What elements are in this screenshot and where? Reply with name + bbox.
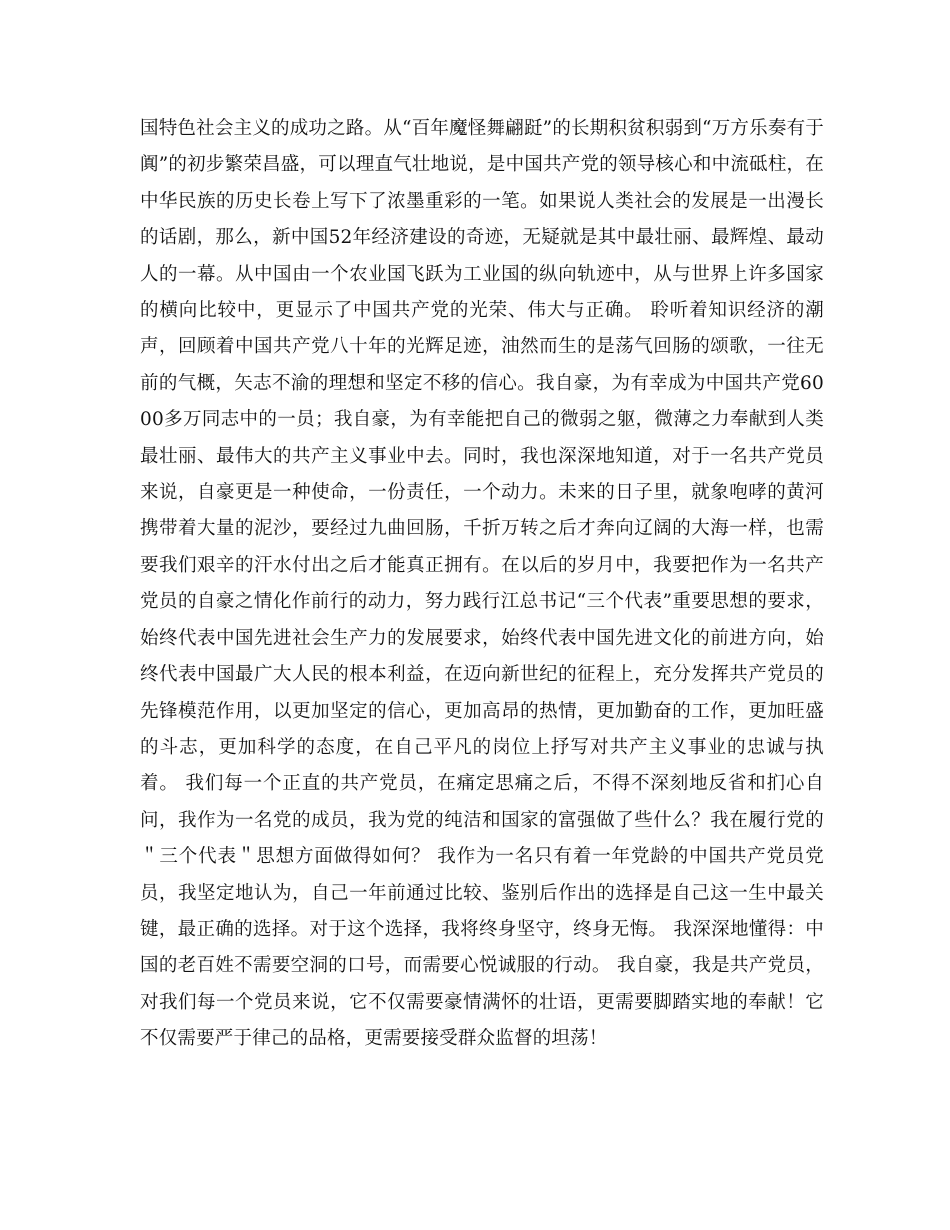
body-paragraph: 国特色社会主义的成功之路。从“百年魔怪舞翩跹”的长期积贫积弱到“万方乐奏有于阗”的初步繁荣昌盛，可以理直气壮地说，是中国共产党的领导核心和中流砥柱，在中华民族的历史长卷上写下了浓墨重彩的一笔。如果说人类社会的发展是一出漫长的话剧，那么，新中国52年经济建设的奇迹，无疑就是其中最壮丽、最辉煌、最动人的一幕。从中国由一个农业国飞跃为工业国的纵向轨迹中，从与世界上许多国家的横向比较中，更显示了中国共产党的光荣、伟大与正确。 聆听着知识经济的潮声，回顾着中国共产党八十年的光辉足迹，油然而生的是荡气回肠的颂歌，一往无前的气概，矢志不渝的理想和坚定不移的信心。我自豪，为有幸成为中国共产党6000多万同志中的一员；我自豪，为有幸能把自己的微弱之躯，微薄之力奉献到人类最壮丽、最伟大的共产主义事业中去。同时，我也深深地知道，对于一名共产党员来说，自豪更是一种使命，一份责任，一个动力。未来的日子里，就象咆哮的黄河携带着大量的泥沙，要经过九曲回肠，千折万转之后才奔向辽阔的大海一样，也需要我们艰辛的汗水付出之后才能真正拥有。在以后的岁月中，我要把作为一名共产党员的自豪之情化作前行的动力，努力践行江总书记“三个代表”重要思想的要求，始终代表中国先进社会生产力的发展要求，始终代表中国先进文化的前进方向，始终代表中国最广大人民的根本利益，在迈向新世纪的征程上，充分发挥共产党员的先锋模范作用，以更加坚定的信心，更加高昂的热情，更加勤奋的工作，更加旺盛的斗志，更加科学的态度，在自己平凡的岗位上抒写对共产主义事业的忠诚与执着。 我们每一个正直的共产党员，在痛定思痛之后，不得不深刻地反省和扪心自问，我作为一名党的成员，我为党的纯洁和国家的富强做了些什么？我在履行党的＂三个代表＂思想方面做得如何？ 我作为一名只有着一年党龄的中国共产党员党员，我坚定地认为，自己一年前通过比较、鉴别后作出的选择是自己这一生中最关键，最正确的选择。对于这个选择，我将终身坚守，终身无悔。 我深深地懂得：中国的老百姓不需要空洞的口号，而需要心悦诚服的行动。 我自豪，我是共产党员，对我们每一个党员来说，它不仅需要豪情满怀的壮语，更需要脚踏实地的奉献！它不仅需要严于律己的品格，更需要接受群众监督的坦荡！: [140, 118, 824, 1050]
